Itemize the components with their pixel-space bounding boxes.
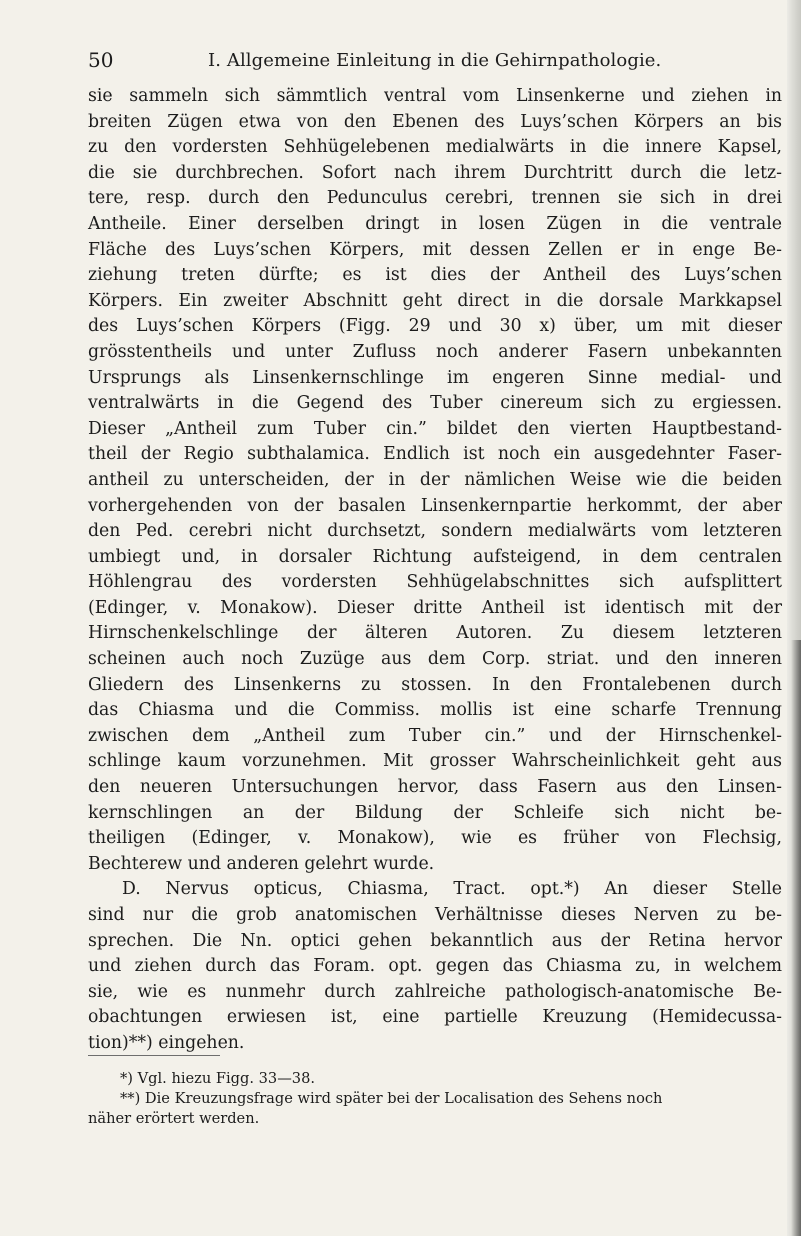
text-line: Ursprungs als Linsenkernschlinge im engeren Sinne medial- und: [88, 367, 782, 388]
text-line: grösstentheils und unter Zufluss noch anderer Fasern unbekannten: [88, 341, 782, 362]
section-d-heading-line: D. Nervus opticus, Chiasma, Tract. opt.*) An dieser Stelle: [122, 879, 782, 900]
text-line: Hirnschenkelschlinge der älteren Autoren. Zu diesem letzteren: [88, 623, 782, 644]
text-line: (Edinger, v. Monakow). Dieser dritte Antheil ist identisch mit der: [88, 597, 782, 618]
text-line: scheinen auch noch Zuzüge aus dem Corp. striat. und den inneren: [88, 649, 782, 670]
text-line: sie sammeln sich sämmtlich ventral vom Linsenkerne und ziehen in: [88, 86, 782, 106]
text-line: schlinge kaum vorzunehmen. Mit grosser Wahrscheinlichkeit geht aus: [88, 751, 782, 772]
page-header: [88, 48, 728, 78]
text-line: ventralwärts in die Gegend des Tuber cinereum sich zu ergiessen.: [88, 393, 782, 414]
text-line: sie, wie es nunmehr durch zahlreiche pathologisch-anatomische Be-: [88, 981, 782, 1002]
text-line: sind nur die grob anatomischen Verhältnisse dieses Nerven zu be-: [88, 905, 782, 925]
text-line: umbiegt und, in dorsaler Richtung aufsteigend, in dem centralen: [88, 546, 782, 567]
text-line: obachtungen erwiesen ist, eine partielle Kreuzung (Hemidecussa-: [88, 1007, 782, 1028]
text-line: Dieser „Antheil zum Tuber cin.” bildet den vierten Hauptbestand-: [88, 418, 782, 439]
text-line: antheil zu unterscheiden, der in der nämlichen Weise wie die beiden: [88, 469, 782, 490]
text-line: den neueren Untersuchungen hervor, dass Fasern aus den Linsen-: [88, 777, 782, 798]
text-line: theil der Regio subthalamica. Endlich ist noch ein ausgedehnter Faser-: [88, 444, 782, 465]
footnote-rule: [88, 1055, 220, 1056]
text-line: Bechterew und anderen gelehrt wurde.: [88, 853, 435, 874]
text-line: die sie durchbrechen. Sofort nach ihrem Durchtritt durch die letz-: [88, 162, 782, 183]
text-line: breiten Zügen etwa von den Ebenen des Luys’schen Körpers an bis: [88, 111, 782, 132]
text-line: Fläche des Luys’schen Körpers, mit dessen Zellen er in enge Be-: [88, 239, 782, 260]
text-line: vorhergehenden von der basalen Linsenkernpartie herkommt, der aber: [88, 495, 782, 516]
text-line: theiligen (Edinger, v. Monakow), wie es früher von Flechsig,: [88, 828, 782, 849]
text-line: kernschlingen an der Bildung der Schleife sich nicht be-: [88, 802, 782, 823]
text-line: Gliedern des Linsenkerns zu stossen. In den Frontalebenen durch: [88, 674, 782, 695]
text-line: zwischen dem „Antheil zum Tuber cin.” und der Hirnschenkel-: [88, 725, 782, 746]
text-line: den Ped. cerebri nicht durchsetzt, sondern medialwärts vom letzteren: [88, 521, 782, 542]
text-line: sprechen. Die Nn. optici gehen bekanntlich aus der Retina hervor: [88, 930, 782, 951]
text-line: und ziehen durch das Foram. opt. gegen das Chiasma zu, in welchem: [88, 956, 782, 977]
text-line: zu den vordersten Sehhügelebenen medialwärts in die innere Kapsel,: [88, 137, 782, 158]
text-line: Antheile. Einer derselben dringt in losen Zügen in die ventrale: [88, 213, 782, 234]
footnote-continuation: näher erörtert werden.: [88, 1110, 260, 1127]
body-text: [88, 84, 782, 1057]
footnote: **) Die Kreuzungsfrage wird später bei der Localisation des Sehens noch: [120, 1090, 663, 1107]
page-edge-shadow: [791, 640, 801, 1236]
text-line: das Chiasma und die Commiss. mollis ist eine scharfe Trennung: [88, 700, 782, 721]
footnote: *) Vgl. hiezu Figg. 33—38.: [120, 1070, 316, 1087]
text-line: tion)**) eingehen.: [88, 1032, 245, 1053]
text-line: des Luys’schen Körpers (Figg. 29 und 30 x) über, um mit dieser: [88, 316, 782, 337]
footnotes: [88, 1069, 782, 1129]
page-number: 50: [88, 48, 114, 72]
running-head: I. Allgemeine Einleitung in die Gehirnpathologie.: [208, 50, 662, 71]
text-line: tere, resp. durch den Pedunculus cerebri, trennen sie sich in drei: [88, 188, 782, 209]
text-line: Körpers. Ein zweiter Abschnitt geht direct in die dorsale Markkapsel: [88, 290, 782, 311]
text-line: Höhlengrau des vordersten Sehhügelabschnittes sich aufsplittert: [88, 572, 782, 593]
text-line: ziehung treten dürfte; es ist dies der Antheil des Luys’schen: [88, 265, 782, 286]
